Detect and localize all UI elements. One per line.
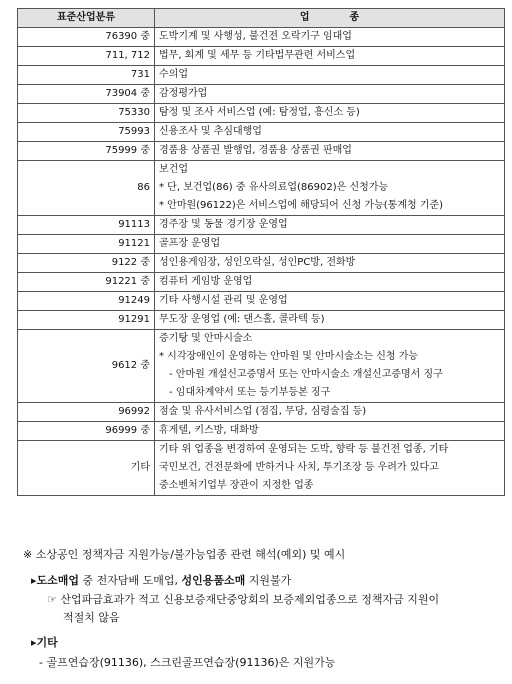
industry-code-cell: 73904 중	[18, 85, 155, 104]
industry-code-cell: 9122 중	[18, 254, 155, 273]
note-retail-title-c: 성인용품소매	[181, 574, 246, 587]
table-row	[18, 85, 505, 104]
description-line: 경품용 상품권 발행업, 경품용 상품권 판매업	[159, 145, 352, 156]
industry-description-cell	[155, 28, 505, 47]
notes-heading: ※ 소상공인 정책자금 지원가능/불가능업종 관련 해석(예외) 및 예시	[23, 548, 346, 561]
triangle-bullet-icon: ▸	[31, 574, 37, 587]
triangle-bullet-icon: ▸	[31, 636, 37, 649]
industry-description-cell	[155, 123, 505, 142]
industry-code-cell: 91221 중	[18, 273, 155, 292]
table-row	[18, 66, 505, 85]
industry-code-cell: 96999 중	[18, 422, 155, 441]
note-retail-detail-1	[47, 591, 439, 607]
description-line: 보건업	[159, 164, 188, 175]
table-row	[18, 235, 505, 254]
industry-description-cell	[155, 142, 505, 161]
description-line: 점술 및 유사서비스업 (점집, 무당, 심령술집 등)	[159, 406, 367, 417]
industry-description-cell	[155, 85, 505, 104]
description-line: 도박기계 및 사행성, 불건전 오락기구 임대업	[159, 31, 352, 42]
note-retail-title-d: 지원불가	[245, 574, 292, 587]
description-line: - 안마원 개설신고증명서 또는 안마시술소 개설신고증명서 징구	[169, 369, 443, 380]
description-line: 성인용게임장, 성인오락실, 성인PC방, 전화방	[159, 257, 356, 268]
description-line: * 안마원(96122)은 서비스업에 해당되어 신청 가능(통계청 기준)	[159, 200, 444, 211]
note-item-other	[31, 634, 58, 650]
industry-code-cell: 711, 712	[18, 47, 155, 66]
industry-description-cell	[155, 235, 505, 254]
industry-description-cell	[155, 47, 505, 66]
table-row	[18, 273, 505, 292]
description-line: 탐정 및 조사 서비스업 (예: 탐정업, 흥신소 등)	[159, 107, 360, 118]
header-industry-code: 표준산업분류	[18, 9, 155, 28]
industry-description-cell	[155, 292, 505, 311]
note-other-title: 기타	[36, 636, 58, 649]
note-retail-title-b: 중 전자담배 도매업,	[79, 574, 182, 587]
industry-code-cell: 731	[18, 66, 155, 85]
industry-code-cell: 91291	[18, 311, 155, 330]
industry-description-cell	[155, 216, 505, 235]
table-row	[18, 123, 505, 142]
industry-description-cell	[155, 66, 505, 85]
industry-code-cell: 96992	[18, 403, 155, 422]
industry-description-cell	[155, 104, 505, 123]
description-line: 휴게텔, 키스방, 대화방	[159, 425, 259, 436]
note-retail-detail-text-1: 산업파급효과가 적고 신용보증재단중앙회의 보증제외업종으로 정책자금 지원이	[60, 593, 440, 606]
table-row	[18, 330, 505, 403]
industry-code-cell: 기타	[18, 441, 155, 496]
description-line: 중소벤처기업부 장관이 지정한 업종	[159, 480, 314, 491]
industry-code-cell: 75999 중	[18, 142, 155, 161]
description-line: - 임대차계약서 또는 등기부등본 징구	[169, 387, 331, 398]
table-row	[18, 28, 505, 47]
note-item-retail	[31, 572, 291, 588]
industry-description-cell	[155, 311, 505, 330]
table-row	[18, 422, 505, 441]
industry-description-cell	[155, 422, 505, 441]
description-line: 신용조사 및 추심대행업	[159, 126, 262, 137]
note-retail-detail-2: 적절치 않음	[63, 611, 120, 624]
table-row	[18, 403, 505, 422]
table-row	[18, 254, 505, 273]
description-line: 기타 위 업종을 변경하여 운영되는 도박, 향락 등 불건전 업종, 기타	[159, 444, 449, 455]
industry-code-cell: 91113	[18, 216, 155, 235]
description-line: 수의업	[159, 69, 188, 80]
description-line: 골프장 운영업	[159, 238, 221, 249]
header-industry-name: 업 종	[155, 9, 505, 28]
description-line: 컴퓨터 게임방 운영업	[159, 276, 253, 287]
description-line: * 시각장애인이 운영하는 안마원 및 안마시술소는 신청 가능	[159, 351, 419, 362]
pointing-hand-icon: ☞	[47, 593, 57, 606]
table-row	[18, 441, 505, 496]
industry-code-cell: 75330	[18, 104, 155, 123]
industry-description-cell	[155, 330, 505, 403]
table-row	[18, 292, 505, 311]
note-retail-title-a: 도소매업	[36, 574, 80, 587]
industry-code-cell: 9612 중	[18, 330, 155, 403]
description-line: 국민보건, 건전문화에 반하거나 사치, 투기조장 등 우려가 있다고	[159, 462, 439, 473]
table-row	[18, 216, 505, 235]
industry-code-cell: 91121	[18, 235, 155, 254]
industry-code-cell: 76390 중	[18, 28, 155, 47]
industry-description-cell	[155, 403, 505, 422]
table-row	[18, 104, 505, 123]
table-row	[18, 161, 505, 216]
description-line: 무도장 운영업 (예: 댄스홀, 콜라텍 등)	[159, 314, 325, 325]
industry-description-cell	[155, 161, 505, 216]
industry-description-cell	[155, 254, 505, 273]
description-line: 경주장 및 동물 경기장 운영업	[159, 219, 288, 230]
table-row	[18, 142, 505, 161]
description-line: 증기탕 및 안마시술소	[159, 333, 253, 344]
note-other-detail: - 골프연습장(91136), 스크린골프연습장(91136)은 지원가능	[39, 656, 336, 669]
table-row	[18, 47, 505, 66]
description-line: 법무, 회계 및 세무 등 기타법무관련 서비스업	[159, 50, 356, 61]
industry-code-cell: 91249	[18, 292, 155, 311]
industry-description-cell	[155, 273, 505, 292]
description-line: * 단, 보건업(86) 중 유사의료업(86902)은 신청가능	[159, 182, 389, 193]
industry-description-cell	[155, 441, 505, 496]
table-row	[18, 311, 505, 330]
industry-code-cell: 86	[18, 161, 155, 216]
table-header-row	[18, 9, 505, 28]
description-line: 기타 사행시설 관리 및 운영업	[159, 295, 288, 306]
restricted-industry-table	[17, 8, 505, 496]
industry-code-cell: 75993	[18, 123, 155, 142]
description-line: 감정평가업	[159, 88, 208, 99]
